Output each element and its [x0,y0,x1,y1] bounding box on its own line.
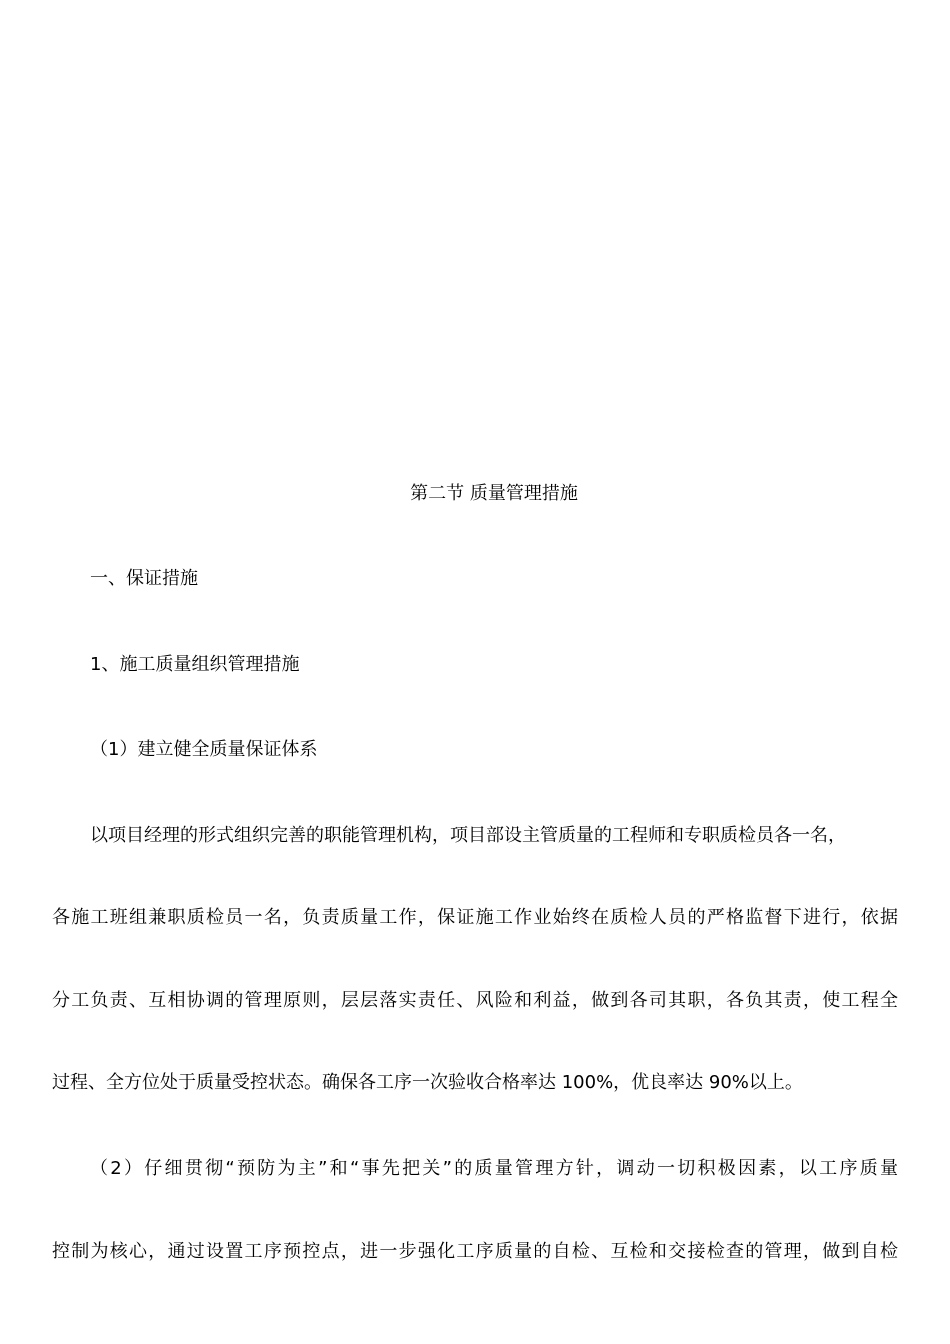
section-title: 第二节 质量管理措施 [410,483,578,504]
paragraph-line: 控制为核心，通过设置工序预控点，进一步强化工序质量的自检、互检和交接检查的管理，做到自检 [52,1241,898,1262]
heading-guarantee-measures: 一、保证措施 [90,568,198,589]
paragraph-line: （2）仔细贯彻“预防为主”和“事先把关”的质量管理方针，调动一切积极因素，以工序质量 [90,1158,898,1179]
heading-quality-organization: 1、施工质量组织管理措施 [90,654,300,675]
heading-quality-system: （1）建立健全质量保证体系 [90,739,318,760]
paragraph-line: 分工负责、互相协调的管理原则，层层落实责任、风险和利益，做到各司其职，各负其责，使工程全 [52,990,898,1011]
paragraph-line: 过程、全方位处于质量受控状态。确保各工序一次验收合格率达 100%，优良率达 90%以上。 [52,1072,803,1093]
paragraph-line: 各施工班组兼职质检员一名，负责质量工作，保证施工作业始终在质检人员的严格监督下进行，依据 [52,907,898,928]
paragraph-line: 以项目经理的形式组织完善的职能管理机构，项目部设主管质量的工程师和专职质检员各一名， [90,825,846,846]
